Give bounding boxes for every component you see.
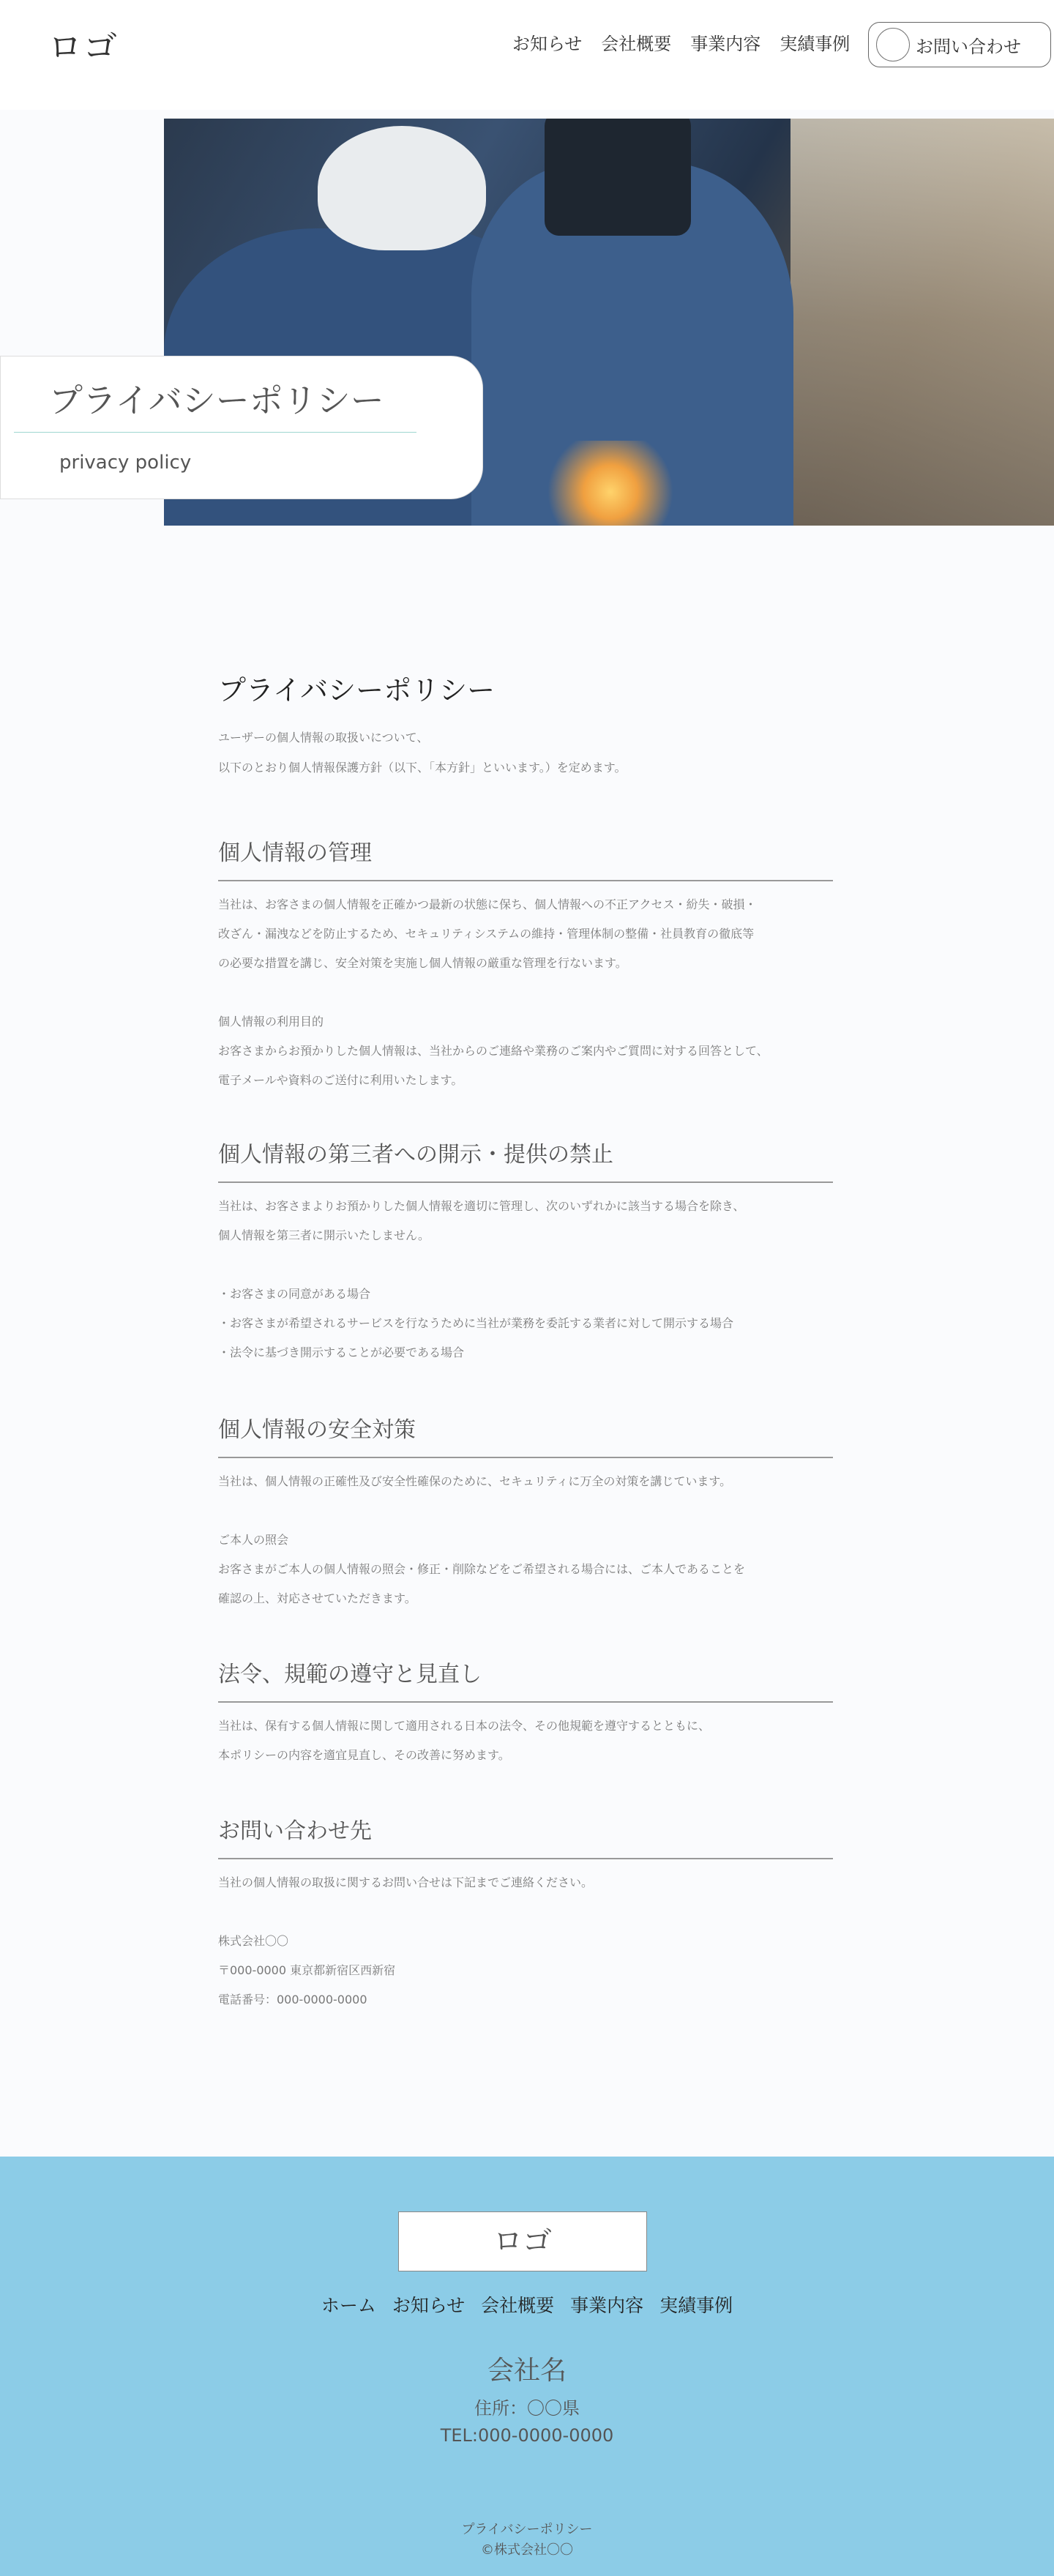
hero-welding-mask-shape <box>545 119 691 236</box>
section-contact <box>218 1812 833 2015</box>
footer-nav <box>0 2291 1054 2318</box>
footer-address: 住所：〇〇県 <box>474 2398 580 2419</box>
title-divider <box>14 432 416 433</box>
main-nav <box>512 29 850 55</box>
policy-heading: プライバシーポリシー <box>218 674 496 706</box>
section-body: 当社は、お客さまよりお預かりした個人情報を適切に管理し、次のいずれかに該当する場合を除き、 個人情報を第三者に開示いたしません。 ・お客さまの同意がある場合 ・お客さまが希望されるサービスを行なうために当社が業務を委託する業者に対して開示する場合 ・法令に基づき開示することが必要である場合 <box>218 1199 745 1359</box>
section-body: 当社は、個人情報の正確性及び安全性確保のために、セキュリティに万全の対策を講じています。 ご本人の照会 お客さまがご本人の個人情報の照会・修正・削除などをご希望される場合には、ご本人であることを 確認の上、対応させていただきます。 <box>218 1474 746 1605</box>
policy-intro <box>218 723 833 783</box>
footer-nav-business[interactable]: 事業内容 <box>570 2295 644 2316</box>
section-title: 個人情報の管理 <box>218 835 833 881</box>
footer-nav-home[interactable]: ホーム <box>321 2295 376 2316</box>
site-header <box>0 0 1054 110</box>
hero-helmet-shape <box>318 126 486 250</box>
site-logo[interactable]: ロゴ <box>48 27 119 67</box>
hero-sparks-shape <box>537 441 684 526</box>
page-title-card <box>0 356 483 499</box>
section-security <box>218 1411 833 1613</box>
section-body: 当社の個人情報の取扱に関するお問い合せは下記までご連絡ください。 株式会社〇〇 〒000-0000 東京都新宿区西新宿 電話番号：000-0000-0000 <box>218 1875 594 2006</box>
hero-background-shape <box>790 119 1054 526</box>
footer-bottom <box>0 2520 1054 2561</box>
page-title: プライバシーポリシー <box>49 381 384 420</box>
section-body: 当社は、保有する個人情報に関して適用される日本の法令、その他規範を遵守するとともに、 本ポリシーの内容を適宜見直し、その改善に努めます。 <box>218 1719 711 1762</box>
footer-nav-company[interactable]: 会社概要 <box>481 2295 555 2316</box>
section-disclosure <box>218 1136 833 1367</box>
intro-line: ユーザーの個人情報の取扱いについて、 <box>218 731 429 744</box>
footer-tel: TEL:000-0000-0000 <box>440 2425 614 2446</box>
nav-item-company[interactable]: 会社概要 <box>601 34 672 54</box>
contact-button-label: お問い合わせ <box>916 36 1021 57</box>
nav-item-news[interactable]: お知らせ <box>512 34 583 54</box>
section-compliance <box>218 1656 833 1770</box>
contact-circle-icon <box>876 28 910 61</box>
section-title: お問い合わせ先 <box>218 1812 833 1859</box>
footer-copyright: ©株式会社〇〇 <box>481 2542 573 2558</box>
footer-contact-info <box>0 2395 1054 2449</box>
intro-line: 以下のとおり個人情報保護方針（以下、「本方針」といいます。）を定めます。 <box>218 761 627 774</box>
section-management <box>218 835 833 1095</box>
section-body: 当社は、お客さまの個人情報を正確かつ最新の状態に保ち、個人情報への不正アクセス・紛失・破損・ 改ざん・漏洩などを防止するため、セキュリティシステムの維持・管理体制の整備・社員教育の徹底等 の必要な措置を講じ、安全対策を実施し個人情報の厳重な管理を行ないます。 個人情報の利用目的 お客さまからお預かりした個人情報は、当社からのご連絡や業務のご案内やご質問に対する回答として、 電子メールや資料のご送付に利用いたします。 <box>218 897 769 1087</box>
section-title: 法令、規範の遵守と見直し <box>218 1656 833 1703</box>
footer-company-name: 会社名 <box>487 2356 567 2386</box>
footer-nav-works[interactable]: 実績事例 <box>659 2295 733 2316</box>
policy-content <box>218 668 833 2006</box>
nav-item-works[interactable]: 実績事例 <box>780 34 851 54</box>
footer-privacy-link[interactable]: プライバシーポリシー <box>461 2522 593 2537</box>
page-subtitle: privacy policy <box>59 452 192 474</box>
contact-button[interactable] <box>868 22 1051 67</box>
nav-item-business[interactable]: 事業内容 <box>690 34 761 54</box>
section-title: 個人情報の第三者への開示・提供の禁止 <box>218 1136 833 1183</box>
footer-logo[interactable]: ロゴ <box>398 2211 647 2271</box>
footer-nav-news[interactable]: お知らせ <box>392 2295 466 2316</box>
section-title: 個人情報の安全対策 <box>218 1411 833 1458</box>
site-footer <box>0 2157 1054 2576</box>
